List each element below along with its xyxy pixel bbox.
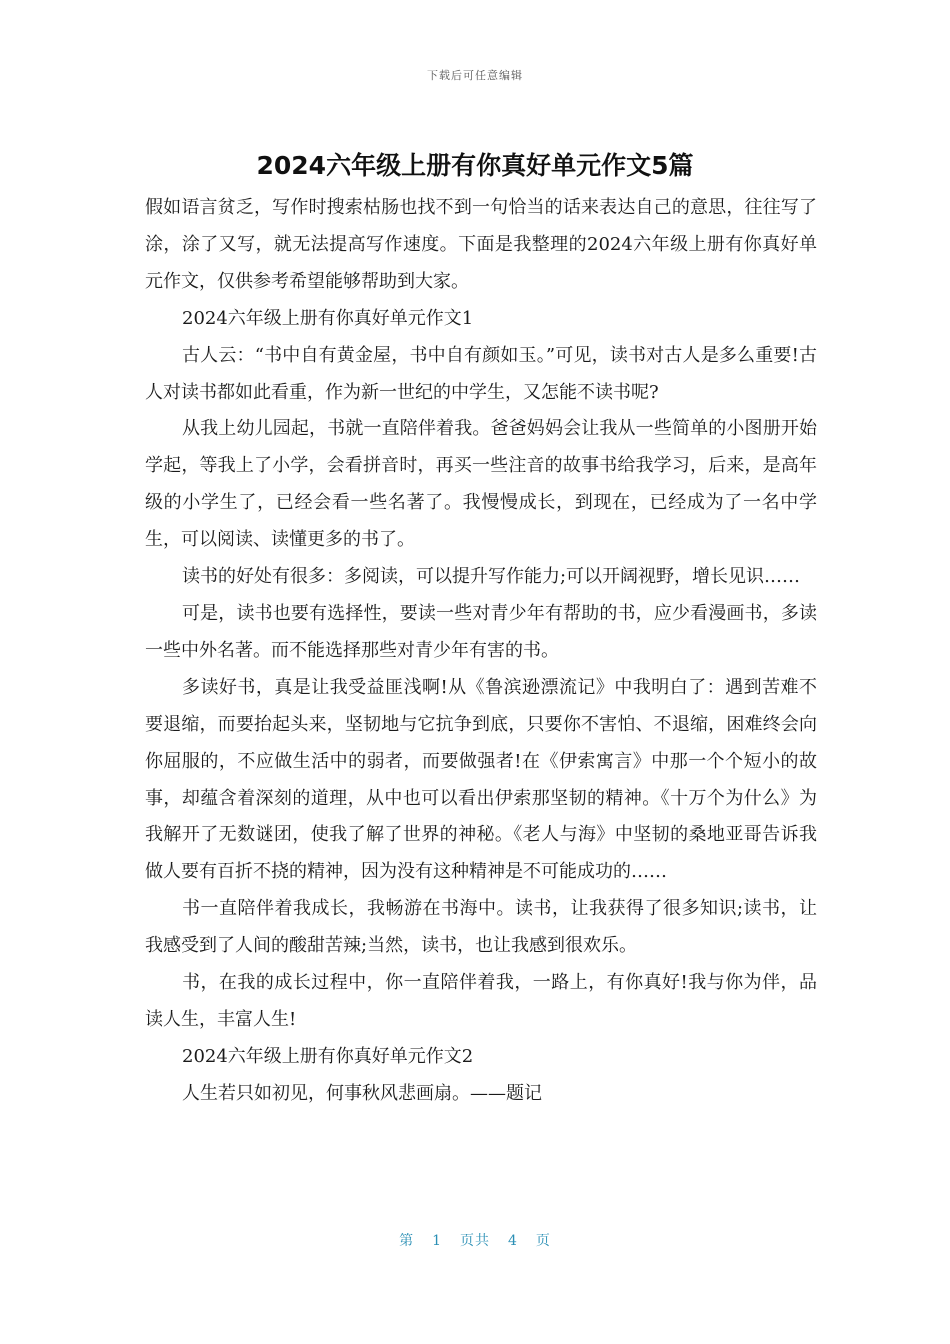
body-paragraph: 古人云：“书中自有黄金屋，书中自有颜如玉。”可见，读书对古人是多么重要!古人对读书都如此看重，作为新一世纪的中学生，又怎能不读书呢? — [145, 344, 817, 403]
document-title: 2024六年级上册有你真好单元作文5篇 — [256, 151, 694, 180]
section-heading-2: 2024六年级上册有你真好单元作文2 — [182, 1045, 474, 1067]
intro-paragraph: 假如语言贫乏，写作时搜索枯肠也找不到一句恰当的话来表达自己的意思，往往写了涂，涂了又写，就无法提高写作速度。下面是我整理的2024六年级上册有你真好单元作文，仅供参考希望能够帮助到大家。 — [145, 197, 817, 292]
body-paragraph: 书，在我的成长过程中，你一直陪伴着我，一路上，有你真好!我与你为伴，品读人生，丰富人生! — [145, 972, 817, 1030]
body-paragraph: 书一直陪伴着我成长，我畅游在书海中。读书，让我获得了很多知识;读书，让我感受到了人间的酸甜苦辣;当然，读书，也让我感到很欢乐。 — [145, 898, 817, 957]
page-label: 第 — [399, 1233, 415, 1249]
body-paragraph: 从我上幼儿园起，书就一直陪伴着我。爸爸妈妈会让我从一些简单的小图册开始学起，等我上了小学，会看拼音时，再买一些注音的故事书给我学习，后来，是高年级的小学生了，已经会看一些名著了。我慢慢成长，到现在，已经成为了一名中学生，可以阅读、读懂更多的书了。 — [145, 418, 817, 551]
body-paragraph: 读书的好处有很多：多阅读，可以提升写作能力;可以开阔视野，增长见识…… — [182, 566, 801, 588]
body-paragraph: 多读好书，真是让我受益匪浅啊!从《鲁滨逊漂流记》中我明白了：遇到苦难不要退缩，而要抬起头来，坚韧地与它抗争到底，只要你不害怕、不退缩，困难终会向你屈服的，不应做生活中的弱者，而要做强者!在《伊索寓言》中那一个个短小的故事，却蕴含着深刻的道理，从中也可以看出伊索那坚韧的精神。《十万个为什么》为我解开了无数谜团，使我了解了世界的神秘。《老人与海》中坚韧的桑地亚哥告诉我做人要有百折不挠的精神，因为没有这种精神是不可能成功的…… — [145, 676, 817, 883]
page-number: 1 — [432, 1233, 442, 1249]
page-footer — [0, 1230, 950, 1250]
page-mid-label: 页共 — [460, 1233, 490, 1249]
body-paragraph: 人生若只如初见，何事秋风悲画扇。——题记 — [182, 1082, 542, 1104]
total-pages: 4 — [508, 1233, 518, 1249]
section-heading-1: 2024六年级上册有你真好单元作文1 — [182, 307, 474, 329]
header-note: 下载后可任意编辑 — [427, 69, 523, 82]
body-paragraph: 可是，读书也要有选择性，要读一些对青少年有帮助的书，应少看漫画书，多读一些中外名著。而不能选择那些对青少年有害的书。 — [145, 602, 817, 661]
document-body — [145, 190, 817, 1113]
page-end-label: 页 — [535, 1233, 551, 1249]
